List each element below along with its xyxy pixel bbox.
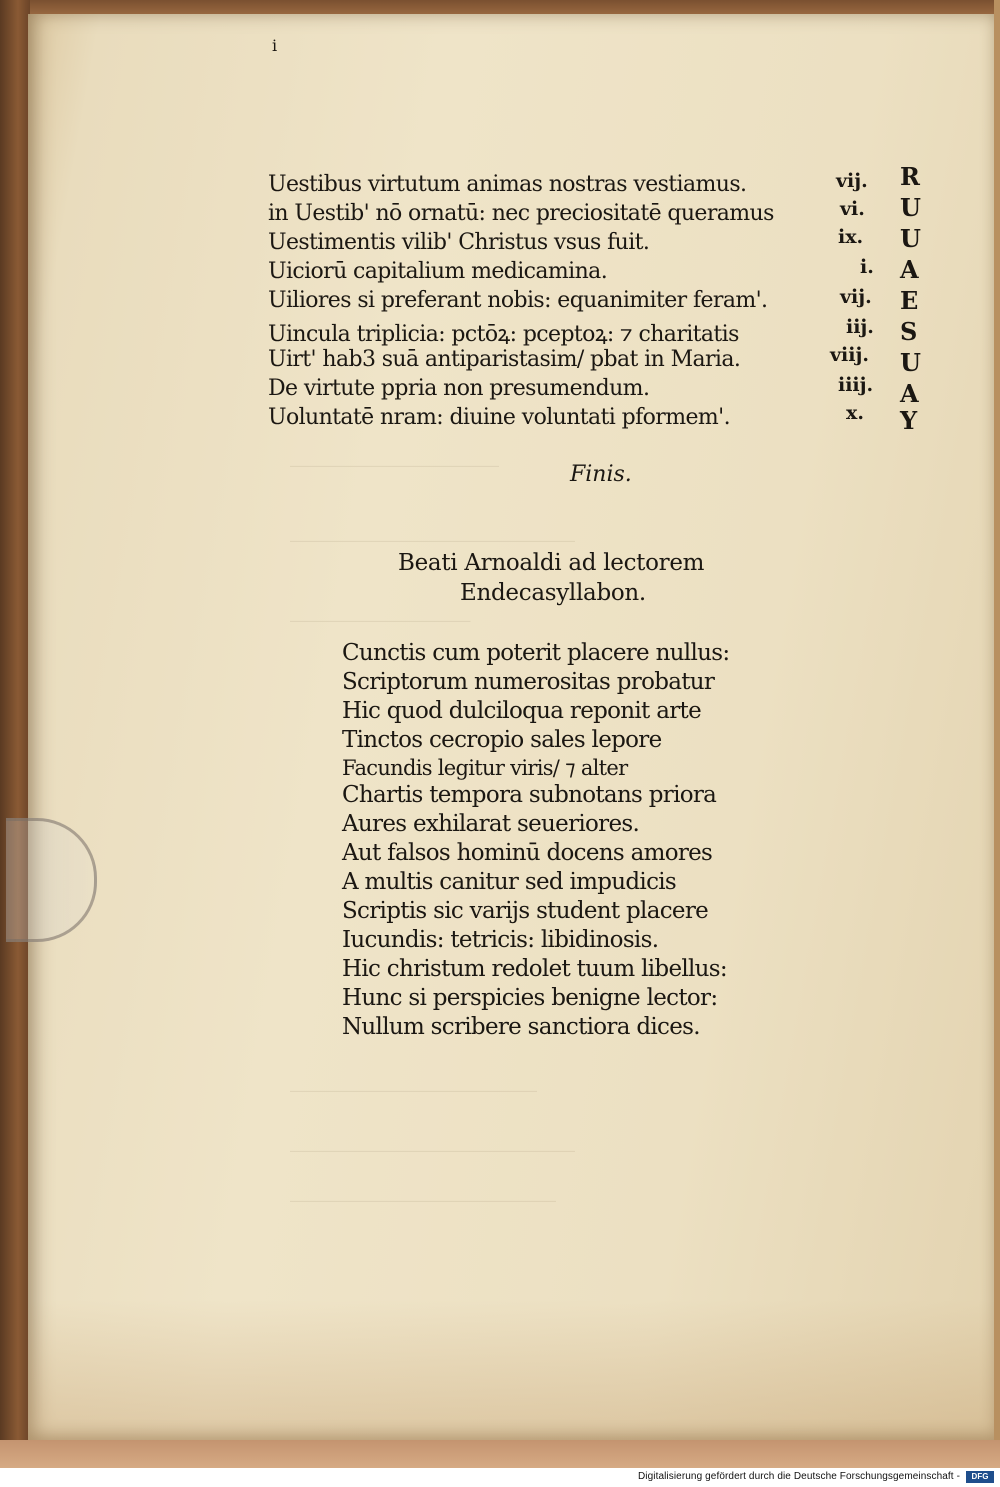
finis: Finis. <box>570 462 632 487</box>
index-margin-letter: U <box>900 193 921 222</box>
footer-bar <box>0 1468 1000 1487</box>
book-cover-bottom <box>0 1440 1000 1468</box>
poem-line: Hic quod dulciloqua reponit arte <box>342 698 701 724</box>
book-cover-right <box>994 0 1000 1468</box>
poem-line: Cunctis cum poterit placere nullus: <box>342 640 730 666</box>
index-chapter-number: ix. <box>838 226 864 248</box>
poem-line: Hic christum redolet tuum libellus: <box>342 956 727 982</box>
poem-line: Scriptis sic varijs student placere <box>342 898 709 924</box>
index-entry: De virtute ppria non presumendum. <box>268 376 650 401</box>
poem-line: Facundis legitur viris/ ⁊ alter <box>342 756 628 780</box>
book-cover-left <box>0 0 30 1468</box>
index-margin-letter: E <box>900 286 919 315</box>
index-entry: Uiciorū capitalium medicamina. <box>268 259 608 284</box>
index-margin-letter: U <box>900 348 921 377</box>
index-entry: Uincula triplicia: pctōꝝ: pceptoꝝ: ⁊ charitatis <box>268 322 739 347</box>
poem-line: Tinctos cecropio sales lepore <box>342 727 662 753</box>
index-chapter-number: vi. <box>840 198 865 220</box>
index-margin-letter: A <box>900 379 919 408</box>
index-entry: in Uestib' nō ornatū: nec preciositatē queramus <box>268 201 774 226</box>
index-chapter-number: i. <box>860 256 874 278</box>
index-chapter-number: iij. <box>846 316 874 338</box>
poem-line: Nullum scribere sanctiora dices. <box>342 1014 700 1040</box>
page-mark: i <box>272 36 278 55</box>
footer-credit: Digitalisierung gefördert durch die Deutsche Forschungsgemeinschaft - <box>637 1471 960 1482</box>
index-entry: Uirt' hab3 suā antiparistasim/ pbat in Maria. <box>268 347 741 372</box>
page-stain <box>28 1300 994 1440</box>
index-chapter-number: vij. <box>840 286 872 308</box>
index-margin-letter: U <box>900 224 921 253</box>
poem-subheading: Endecasyllabon. <box>460 580 646 606</box>
poem-line: Hunc si perspicies benigne lector: <box>342 985 718 1011</box>
poem-line: Aures exhilarat seueriores. <box>342 811 640 837</box>
index-margin-letter: R <box>900 162 920 191</box>
poem-line: Aut falsos hominū docens amores <box>342 840 713 866</box>
index-chapter-number: iiij. <box>838 374 874 396</box>
index-margin-letter: Y <box>900 406 918 435</box>
dfg-logo: DFG <box>966 1471 994 1483</box>
index-entry: Uiliores si preferant nobis: equanimiter feram'. <box>268 288 768 313</box>
poem-line: Chartis tempora subnotans priora <box>342 782 717 808</box>
index-entry: Uestibus virtutum animas nostras vestiamus. <box>268 172 747 197</box>
poem-heading: Beati Arnoaldi ad lectorem <box>398 550 705 576</box>
index-entry: Uoluntatē nram: diuine voluntati pformem'. <box>268 405 730 430</box>
poem-line: A multis canitur sed impudicis <box>342 869 677 895</box>
index-margin-letter: A <box>900 255 919 284</box>
index-entry: Uestimentis vilib' Christus vsus fuit. <box>268 230 650 255</box>
index-chapter-number: viij. <box>830 344 869 366</box>
poem-line: Iucundis: tetricis: libidinosis. <box>342 927 659 953</box>
index-chapter-number: x. <box>846 402 864 424</box>
index-margin-letter: S <box>900 317 918 346</box>
index-chapter-number: vij. <box>836 170 868 192</box>
poem-line: Scriptorum numerositas probatur <box>342 669 715 695</box>
